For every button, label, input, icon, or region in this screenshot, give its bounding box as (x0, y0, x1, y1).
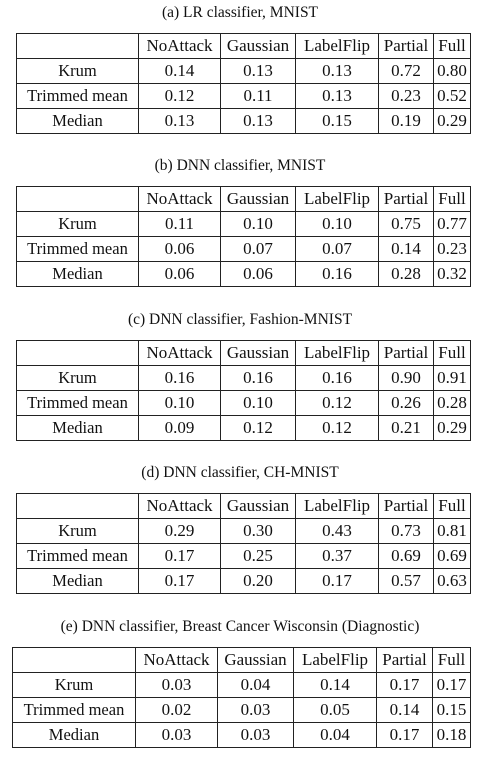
header-cell-empty (17, 494, 139, 519)
table-cell: 0.09 (139, 416, 221, 441)
header-cell-noattack: NoAttack (136, 648, 218, 673)
table-cell: 0.13 (221, 59, 296, 84)
results-table (16, 340, 471, 441)
header-cell-partial: Partial (379, 34, 434, 59)
row-label: Krum (17, 519, 139, 544)
table-row (17, 212, 471, 237)
table-cell: 0.25 (221, 544, 296, 569)
table-row (17, 391, 471, 416)
table-cell: 0.17 (139, 569, 221, 594)
table-cell: 0.12 (139, 84, 221, 109)
table-row (13, 698, 471, 723)
table-cell: 0.02 (136, 698, 218, 723)
header-cell-labelflip: LabelFlip (296, 341, 379, 366)
table-cell: 0.13 (221, 109, 296, 134)
header-cell-empty (17, 34, 139, 59)
header-cell-gaussian: Gaussian (218, 648, 294, 673)
table-cell: 0.30 (221, 519, 296, 544)
table-cell: 0.04 (218, 673, 294, 698)
table-cell: 0.14 (379, 237, 434, 262)
results-table (16, 186, 471, 287)
header-cell-partial: Partial (377, 648, 433, 673)
table-cell: 0.16 (139, 366, 221, 391)
table-cell: 0.29 (434, 109, 471, 134)
header-cell-partial: Partial (379, 187, 434, 212)
header-cell-noattack: NoAttack (139, 494, 221, 519)
header-cell-full: Full (434, 494, 471, 519)
table-cell: 0.57 (379, 569, 434, 594)
table-header-row (17, 34, 471, 59)
table-caption: (d) DNN classifier, CH-MNIST (141, 464, 339, 481)
results-table (12, 647, 471, 748)
table-cell: 0.23 (434, 237, 471, 262)
header-cell-full: Full (434, 341, 471, 366)
row-label: Median (17, 262, 139, 287)
table-cell: 0.04 (294, 723, 377, 748)
table-cell: 0.28 (434, 391, 471, 416)
header-cell-labelflip: LabelFlip (296, 187, 379, 212)
table-cell: 0.06 (139, 237, 221, 262)
table-cell: 0.13 (296, 84, 379, 109)
header-cell-gaussian: Gaussian (221, 341, 296, 366)
row-label: Median (17, 109, 139, 134)
table-cell: 0.06 (139, 262, 221, 287)
table-cell: 0.17 (377, 723, 433, 748)
header-cell-gaussian: Gaussian (221, 187, 296, 212)
header-cell-gaussian: Gaussian (221, 34, 296, 59)
table-cell: 0.03 (218, 723, 294, 748)
table-row (17, 59, 471, 84)
row-label: Median (13, 723, 136, 748)
table-cell: 0.12 (221, 416, 296, 441)
table-row (17, 237, 471, 262)
table-cell: 0.14 (377, 698, 433, 723)
table-cell: 0.15 (296, 109, 379, 134)
table-header-row (17, 187, 471, 212)
table-cell: 0.18 (433, 723, 471, 748)
table-row (17, 366, 471, 391)
header-cell-gaussian: Gaussian (221, 494, 296, 519)
table-cell: 0.03 (136, 673, 218, 698)
header-cell-empty (17, 341, 139, 366)
table-row (17, 519, 471, 544)
table-cell: 0.03 (136, 723, 218, 748)
table-cell: 0.12 (296, 391, 379, 416)
table-cell: 0.26 (379, 391, 434, 416)
row-label: Median (17, 569, 139, 594)
table-cell: 0.10 (296, 212, 379, 237)
table-caption: (b) DNN classifier, MNIST (154, 157, 326, 174)
table-cell: 0.81 (434, 519, 471, 544)
table-cell: 0.06 (221, 262, 296, 287)
table-cell: 0.32 (434, 262, 471, 287)
table-cell: 0.07 (296, 237, 379, 262)
table-row (17, 544, 471, 569)
header-cell-labelflip: LabelFlip (294, 648, 377, 673)
table-cell: 0.90 (379, 366, 434, 391)
table-cell: 0.17 (296, 569, 379, 594)
table-cell: 0.17 (139, 544, 221, 569)
header-cell-labelflip: LabelFlip (296, 34, 379, 59)
table-header-row (17, 341, 471, 366)
header-cell-empty (17, 187, 139, 212)
table-cell: 0.10 (139, 391, 221, 416)
table-cell: 0.13 (296, 59, 379, 84)
table-header-row (13, 648, 471, 673)
table-cell: 0.03 (218, 698, 294, 723)
header-cell-noattack: NoAttack (139, 341, 221, 366)
table-cell: 0.29 (434, 416, 471, 441)
table-cell: 0.77 (434, 212, 471, 237)
table-row (17, 416, 471, 441)
table-cell: 0.28 (379, 262, 434, 287)
table-cell: 0.13 (139, 109, 221, 134)
header-cell-full: Full (434, 187, 471, 212)
table-header-row (17, 494, 471, 519)
table-cell: 0.29 (139, 519, 221, 544)
row-label: Krum (17, 212, 139, 237)
row-label: Trimmed mean (17, 544, 139, 569)
header-cell-partial: Partial (379, 341, 434, 366)
table-cell: 0.69 (379, 544, 434, 569)
table-cell: 0.16 (221, 366, 296, 391)
table-row (17, 109, 471, 134)
table-caption: (c) DNN classifier, Fashion-MNIST (127, 311, 353, 328)
table-cell: 0.21 (379, 416, 434, 441)
table-row (17, 569, 471, 594)
table-cell: 0.69 (434, 544, 471, 569)
table-cell: 0.05 (294, 698, 377, 723)
header-cell-noattack: NoAttack (139, 187, 221, 212)
table-cell: 0.11 (139, 212, 221, 237)
table-cell: 0.75 (379, 212, 434, 237)
table-row (17, 262, 471, 287)
row-label: Krum (13, 673, 136, 698)
header-cell-noattack: NoAttack (139, 34, 221, 59)
row-label: Krum (17, 59, 139, 84)
table-cell: 0.63 (434, 569, 471, 594)
table-cell: 0.52 (434, 84, 471, 109)
table-cell: 0.15 (433, 698, 471, 723)
table-caption: (e) DNN classifier, Breast Cancer Wisconsin (Diagnostic) (60, 618, 420, 635)
header-cell-full: Full (433, 648, 471, 673)
table-cell: 0.16 (296, 262, 379, 287)
row-label: Trimmed mean (17, 237, 139, 262)
table-cell: 0.43 (296, 519, 379, 544)
table-cell: 0.07 (221, 237, 296, 262)
row-label: Trimmed mean (17, 84, 139, 109)
table-row (13, 673, 471, 698)
table-cell: 0.20 (221, 569, 296, 594)
table-cell: 0.16 (296, 366, 379, 391)
header-cell-full: Full (434, 34, 471, 59)
table-cell: 0.12 (296, 416, 379, 441)
table-cell: 0.80 (434, 59, 471, 84)
table-cell: 0.10 (221, 391, 296, 416)
table-cell: 0.91 (434, 366, 471, 391)
table-cell: 0.17 (433, 673, 471, 698)
table-cell: 0.14 (294, 673, 377, 698)
table-cell: 0.11 (221, 84, 296, 109)
table-caption: (a) LR classifier, MNIST (161, 4, 319, 21)
table-cell: 0.72 (379, 59, 434, 84)
table-cell: 0.19 (379, 109, 434, 134)
table-cell: 0.37 (296, 544, 379, 569)
table-row (13, 723, 471, 748)
table-cell: 0.23 (379, 84, 434, 109)
table-cell: 0.73 (379, 519, 434, 544)
table-row (17, 84, 471, 109)
row-label: Trimmed mean (13, 698, 136, 723)
header-cell-partial: Partial (379, 494, 434, 519)
header-cell-empty (13, 648, 136, 673)
row-label: Trimmed mean (17, 391, 139, 416)
table-cell: 0.10 (221, 212, 296, 237)
header-cell-labelflip: LabelFlip (296, 494, 379, 519)
row-label: Krum (17, 366, 139, 391)
table-cell: 0.14 (139, 59, 221, 84)
table-cell: 0.17 (377, 673, 433, 698)
results-table (16, 33, 471, 134)
results-table (16, 493, 471, 594)
row-label: Median (17, 416, 139, 441)
